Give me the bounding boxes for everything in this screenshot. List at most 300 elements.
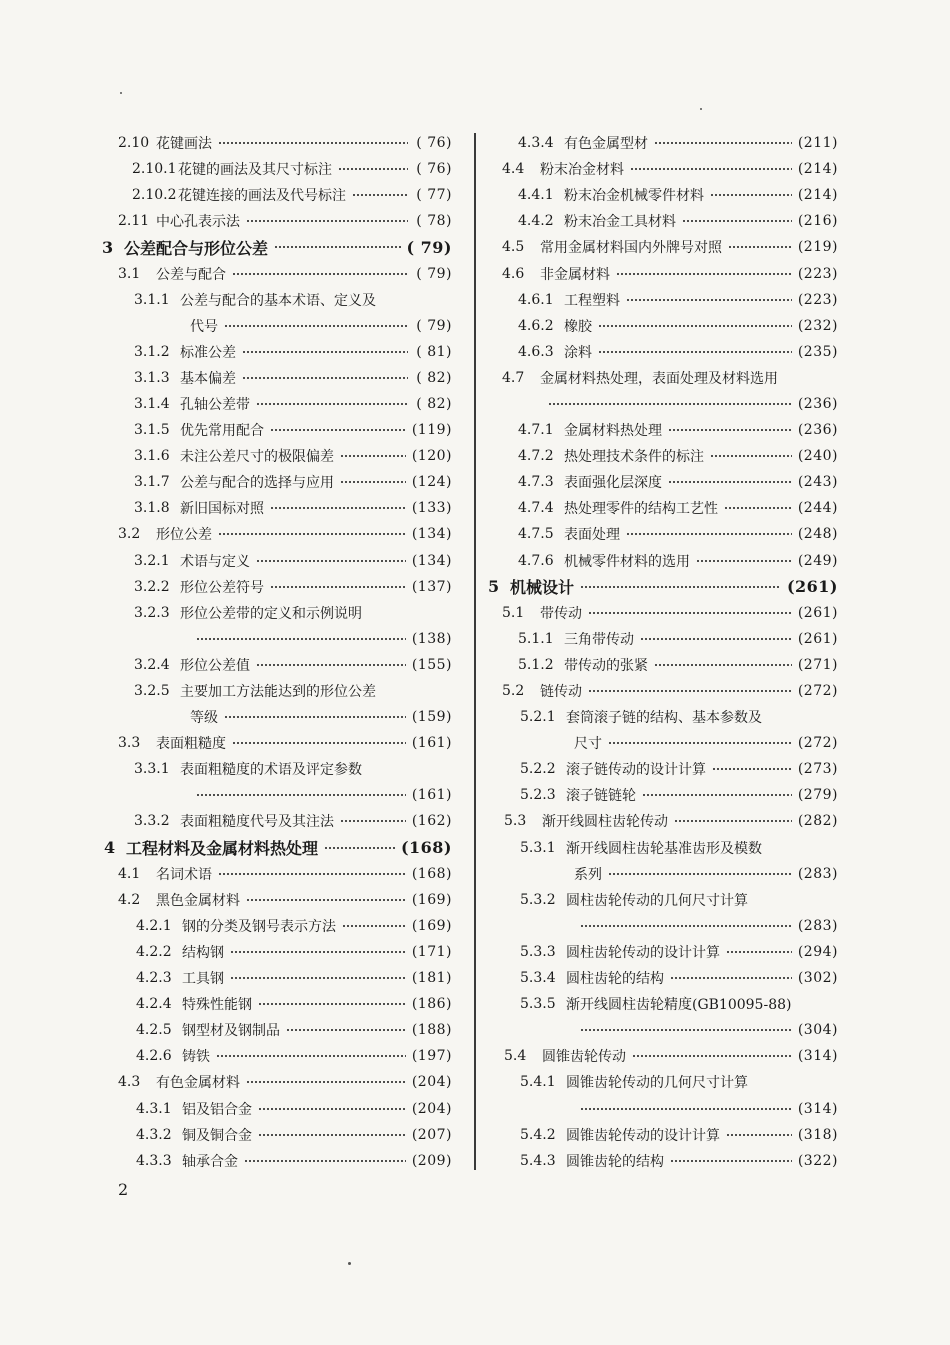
toc-entry[interactable] xyxy=(488,495,838,521)
toc-entry[interactable] xyxy=(488,887,838,913)
toc-entry[interactable] xyxy=(488,626,838,652)
toc-entry-page: (248) xyxy=(797,526,838,543)
toc-entry-page: (186) xyxy=(411,996,452,1013)
toc-entry-title: 黑色金属材料 xyxy=(156,892,240,909)
toc-entry-number: 3.1 xyxy=(118,265,141,282)
toc-entry[interactable] xyxy=(488,652,838,678)
toc-entry-number: 4.2.3 xyxy=(136,970,172,987)
toc-entry[interactable] xyxy=(100,730,452,756)
toc-entry[interactable] xyxy=(100,365,452,391)
dot-leader xyxy=(258,1003,406,1005)
toc-entry-page: ( 76) xyxy=(416,135,452,152)
toc-entry-page: (197) xyxy=(411,1048,452,1065)
toc-entry-title: 轴承合金 xyxy=(182,1153,238,1170)
toc-entry-page: ( 79) xyxy=(416,317,452,334)
toc-entry[interactable] xyxy=(100,1095,452,1121)
toc-entry[interactable] xyxy=(488,1043,838,1069)
toc-entry-number: 5.3.4 xyxy=(520,970,556,987)
toc-entry-title: 有色金属型材 xyxy=(564,136,648,153)
toc-entry[interactable] xyxy=(100,808,452,834)
toc-entry[interactable] xyxy=(100,1017,452,1043)
dot-leader xyxy=(338,168,408,170)
toc-entry-title: 圆锥齿轮传动的设计计算 xyxy=(566,1127,720,1144)
toc-entry-title: 形位公差值 xyxy=(180,657,250,674)
toc-entry-page: ( 76) xyxy=(416,161,452,178)
toc-entry[interactable] xyxy=(100,391,452,417)
dot-leader xyxy=(654,142,792,144)
toc-entry-title: 新旧国标对照 xyxy=(180,501,264,518)
toc-chapter-entry[interactable] xyxy=(100,835,452,861)
dot-leader xyxy=(580,925,792,927)
toc-chapter-entry[interactable] xyxy=(100,234,452,260)
dot-leader xyxy=(270,429,406,431)
toc-entry-title: 钢型材及钢制品 xyxy=(182,1023,280,1040)
dot-leader xyxy=(630,168,792,170)
dot-leader xyxy=(246,220,408,222)
dot-leader xyxy=(224,716,406,718)
dot-leader xyxy=(196,794,406,796)
toc-entry-title: 形位公差符号 xyxy=(180,579,264,596)
toc-entry[interactable] xyxy=(488,835,838,861)
toc-entry-number: 3.1.4 xyxy=(134,395,170,412)
dot-leader xyxy=(256,560,406,562)
toc-entry[interactable] xyxy=(100,287,452,313)
toc-entry-page: (155) xyxy=(411,656,452,673)
toc-entry-title: 金属材料热处理 xyxy=(564,423,662,440)
toc-entry[interactable] xyxy=(488,1122,838,1148)
toc-entry[interactable] xyxy=(488,965,838,991)
toc-entry[interactable] xyxy=(100,887,452,913)
toc-entry-page: (120) xyxy=(411,448,452,465)
toc-entry-title: 工程塑料 xyxy=(564,292,620,309)
toc-entry-title: 未注公差尺寸的极限偏差 xyxy=(180,449,334,466)
toc-entry-title: 带传动 xyxy=(540,605,582,622)
toc-entry-title: 代号 xyxy=(190,318,218,335)
toc-entry-page: (171) xyxy=(411,943,452,960)
toc-entry-title: 系列 xyxy=(574,866,602,883)
toc-entry[interactable] xyxy=(488,287,838,313)
toc-entry-title: 特殊性能钢 xyxy=(182,997,252,1014)
toc-entry[interactable] xyxy=(100,313,452,339)
toc-entry-title: 优先常用配合 xyxy=(180,423,264,440)
toc-entry-page: (302) xyxy=(797,970,838,987)
toc-entry-page: (314) xyxy=(797,1100,838,1117)
toc-entry-page: (236) xyxy=(797,422,838,439)
toc-entry[interactable] xyxy=(100,548,452,574)
toc-entry-title: 公差配合与形位公差 xyxy=(124,238,269,258)
page-number: 2 xyxy=(118,1180,129,1199)
toc-entry-number: 5.4.3 xyxy=(520,1152,556,1169)
toc-entry-title: 滚子链传动的设计计算 xyxy=(566,762,706,779)
dot-leader xyxy=(352,194,408,196)
toc-entry-page: (273) xyxy=(797,761,838,778)
toc-entry[interactable] xyxy=(488,704,838,730)
toc-entry[interactable] xyxy=(100,704,452,730)
toc-entry-page: (235) xyxy=(797,343,838,360)
toc-entry-title: 圆锥齿轮传动的几何尺寸计算 xyxy=(566,1075,748,1092)
toc-entry-page: ( 78) xyxy=(416,213,452,230)
toc-entry-title: 钢的分类及钢号表示方法 xyxy=(182,918,336,935)
toc-entry[interactable] xyxy=(100,130,452,156)
dot-leader xyxy=(626,299,792,301)
toc-entry-title: 表面粗糙度 xyxy=(156,736,226,753)
toc-entry-number: 4.2.4 xyxy=(136,996,172,1013)
toc-entry-page: (161) xyxy=(411,735,452,752)
toc-entry-title: 渐开线圆柱齿轮精度(GB10095-88) xyxy=(566,997,792,1014)
toc-entry[interactable] xyxy=(488,808,838,834)
dot-leader xyxy=(674,820,792,822)
dot-leader xyxy=(668,481,792,483)
toc-entry-page: (294) xyxy=(797,943,838,960)
toc-entry[interactable] xyxy=(488,991,838,1017)
toc-entry-title: 链传动 xyxy=(540,684,582,701)
toc-entry-number: 5.2.3 xyxy=(520,787,556,804)
dot-leader xyxy=(256,403,408,405)
toc-entry[interactable] xyxy=(488,913,838,939)
dot-leader xyxy=(340,455,406,457)
toc-entry[interactable] xyxy=(488,861,838,887)
toc-entry[interactable] xyxy=(488,156,838,182)
toc-entry-page: (279) xyxy=(797,787,838,804)
toc-entry[interactable] xyxy=(100,939,452,965)
toc-entry-page: (223) xyxy=(797,265,838,282)
toc-entry-page: (161) xyxy=(411,787,452,804)
toc-entry-number: 4.7.3 xyxy=(518,474,554,491)
dot-leader xyxy=(696,560,792,562)
toc-entry[interactable] xyxy=(488,600,838,626)
dot-leader xyxy=(270,586,406,588)
toc-entry-number: 3.2.5 xyxy=(134,683,170,700)
toc-entry-title: 形位公差带的定义和示例说明 xyxy=(180,605,362,622)
toc-entry-page: (314) xyxy=(797,1048,838,1065)
toc-entry-title: 基本偏差 xyxy=(180,370,236,387)
toc-right-column xyxy=(488,130,838,1174)
toc-entry-page: ( 82) xyxy=(416,395,452,412)
toc-entry-title: 滚子链链轮 xyxy=(566,788,636,805)
toc-entry[interactable] xyxy=(100,417,452,443)
dot-leader xyxy=(242,377,408,379)
toc-entry[interactable] xyxy=(488,678,838,704)
dot-leader xyxy=(246,899,406,901)
toc-entry-title: 术语与定义 xyxy=(180,553,250,570)
toc-entry[interactable] xyxy=(488,782,838,808)
toc-entry-title: 铸铁 xyxy=(182,1049,210,1066)
toc-entry-title: 带传动的张紧 xyxy=(564,657,648,674)
toc-entry-number: 4.7.2 xyxy=(518,448,554,465)
dot-leader xyxy=(270,507,406,509)
toc-entry-title: 工具钢 xyxy=(182,971,224,988)
toc-entry[interactable] xyxy=(488,939,838,965)
toc-entry-title: 铝及铝合金 xyxy=(182,1101,252,1118)
toc-entry-number: 4.7 xyxy=(502,369,525,386)
toc-entry-number: 3.2.1 xyxy=(134,552,170,569)
toc-entry-page: (169) xyxy=(411,917,452,934)
toc-entry[interactable] xyxy=(100,756,452,782)
dot-leader xyxy=(598,351,792,353)
toc-entry-number: 3.3.2 xyxy=(134,813,170,830)
toc-entry-number: 5.3.1 xyxy=(520,839,556,856)
toc-entry-number: 4 xyxy=(104,838,116,858)
toc-entry-number: 5.3.3 xyxy=(520,943,556,960)
toc-entry-page: (169) xyxy=(411,891,452,908)
toc-entry-number: 3.3.1 xyxy=(134,761,170,778)
toc-entry[interactable] xyxy=(100,574,452,600)
toc-entry-page: (168) xyxy=(411,865,452,882)
toc-entry-number: 3.1.6 xyxy=(134,448,170,465)
toc-entry[interactable] xyxy=(488,313,838,339)
toc-entry[interactable] xyxy=(488,208,838,234)
toc-entry-title: 等级 xyxy=(190,710,218,727)
toc-entry-title: 表面强化层深度 xyxy=(564,475,662,492)
toc-entry[interactable] xyxy=(488,182,838,208)
toc-entry-number: 4.4.1 xyxy=(518,187,554,204)
toc-entry-number: 3.1.5 xyxy=(134,422,170,439)
toc-entry[interactable] xyxy=(100,965,452,991)
toc-entry[interactable] xyxy=(488,1095,838,1121)
toc-entry-number: 4.3.2 xyxy=(136,1126,172,1143)
toc-entry-page: (124) xyxy=(411,474,452,491)
dot-leader xyxy=(274,246,401,248)
dot-leader xyxy=(588,690,792,692)
dot-leader xyxy=(324,847,395,849)
column-divider xyxy=(474,133,476,1170)
toc-entry[interactable] xyxy=(488,130,838,156)
toc-entry[interactable] xyxy=(488,339,838,365)
toc-entry[interactable] xyxy=(488,730,838,756)
toc-entry-page: (137) xyxy=(411,578,452,595)
toc-entry-page: (283) xyxy=(797,917,838,934)
dot-leader xyxy=(588,612,792,614)
toc-entry-title: 圆柱齿轮传动的几何尺寸计算 xyxy=(566,892,748,909)
scan-speck xyxy=(700,108,702,110)
toc-entry-page: (204) xyxy=(411,1100,452,1117)
toc-entry[interactable] xyxy=(100,339,452,365)
toc-entry-title: 粉末冶金材料 xyxy=(540,162,624,179)
dot-leader xyxy=(632,1055,792,1057)
dot-leader xyxy=(340,481,406,483)
dot-leader xyxy=(218,142,408,144)
dot-leader xyxy=(218,533,406,535)
toc-entry-number: 4.2.2 xyxy=(136,943,172,960)
dot-leader xyxy=(580,1029,792,1031)
toc-entry-number: 5.4 xyxy=(504,1048,527,1065)
toc-entry[interactable] xyxy=(100,1043,452,1069)
toc-entry-number: 2.10.2 xyxy=(132,187,177,204)
toc-entry[interactable] xyxy=(100,626,452,652)
toc-entry[interactable] xyxy=(100,652,452,678)
toc-entry-number: 2.10.1 xyxy=(132,161,177,178)
toc-entry-number: 4.2.5 xyxy=(136,1022,172,1039)
toc-entry-title: 涂料 xyxy=(564,344,592,361)
toc-entry-page: (261) xyxy=(797,630,838,647)
toc-entry[interactable] xyxy=(488,756,838,782)
toc-entry-number: 5.2.2 xyxy=(520,761,556,778)
dot-leader xyxy=(726,1134,792,1136)
dot-leader xyxy=(598,325,792,327)
toc-entry-number: 5 xyxy=(488,577,500,597)
toc-entry-title: 公差与配合 xyxy=(156,266,226,283)
toc-entry[interactable] xyxy=(488,1017,838,1043)
toc-entry-page: (209) xyxy=(411,1152,452,1169)
dot-leader xyxy=(654,664,792,666)
toc-entry-number: 3.2.4 xyxy=(134,656,170,673)
toc-entry-title: 公差与配合的选择与应用 xyxy=(180,475,334,492)
dot-leader xyxy=(230,977,406,979)
scan-speck xyxy=(348,1262,351,1265)
toc-entry-page: (133) xyxy=(411,500,452,517)
toc-entry-title: 表面粗糙度的术语及评定参数 xyxy=(180,762,362,779)
toc-entry-title: 热处理零件的结构工艺性 xyxy=(564,501,718,518)
toc-entry-page: (272) xyxy=(797,735,838,752)
toc-entry-title: 渐开线圆柱齿轮基准齿形及模数 xyxy=(566,840,762,857)
toc-entry-number: 4.7.5 xyxy=(518,526,554,543)
dot-leader xyxy=(682,220,792,222)
dot-leader xyxy=(670,977,792,979)
toc-entry-number: 4.1 xyxy=(118,865,141,882)
toc-entry[interactable] xyxy=(488,521,838,547)
toc-entry[interactable] xyxy=(100,182,452,208)
toc-entry-number: 5.1 xyxy=(502,604,525,621)
toc-entry-page: (244) xyxy=(797,500,838,517)
toc-entry-page: (204) xyxy=(411,1074,452,1091)
dot-leader xyxy=(580,1108,792,1110)
toc-entry[interactable] xyxy=(488,469,838,495)
dot-leader xyxy=(224,325,408,327)
toc-entry-number: 3.1.1 xyxy=(134,291,170,308)
toc-entry[interactable] xyxy=(488,391,838,417)
toc-entry-title: 橡胶 xyxy=(564,318,592,335)
toc-entry-title: 铜及铜合金 xyxy=(182,1127,252,1144)
toc-entry-title: 套筒滚子链的结构、基本参数及 xyxy=(566,710,762,727)
toc-entry[interactable] xyxy=(100,678,452,704)
toc-entry-title: 表面粗糙度代号及其注法 xyxy=(180,814,334,831)
toc-entry-title: 常用金属材料国内外牌号对照 xyxy=(540,240,722,257)
toc-entry-page: (249) xyxy=(797,552,838,569)
toc-entry-title: 圆锥齿轮传动 xyxy=(542,1049,626,1066)
toc-entry-title: 主要加工方法能达到的形位公差 xyxy=(180,684,376,701)
toc-entry-number: 3.1.3 xyxy=(134,369,170,386)
toc-entry-number: 5.3.5 xyxy=(520,996,556,1013)
toc-entry-title: 公差与配合的基本术语、定义及 xyxy=(180,292,376,309)
dot-leader xyxy=(216,1055,406,1057)
toc-entry[interactable] xyxy=(100,782,452,808)
toc-entry-page: (162) xyxy=(411,813,452,830)
toc-entry-number: 4.3.1 xyxy=(136,1100,172,1117)
toc-entry-page: (232) xyxy=(797,317,838,334)
toc-entry[interactable] xyxy=(488,1069,838,1095)
dot-leader xyxy=(712,768,792,770)
toc-entry[interactable] xyxy=(100,443,452,469)
toc-entry-page: (236) xyxy=(797,395,838,412)
toc-entry-page: (223) xyxy=(797,291,838,308)
dot-leader xyxy=(342,925,406,927)
dot-leader xyxy=(626,533,792,535)
toc-entry-title: 圆锥齿轮的结构 xyxy=(566,1153,664,1170)
toc-entry-number: 4.2.6 xyxy=(136,1048,172,1065)
dot-leader xyxy=(710,455,792,457)
toc-entry-title: 标准公差 xyxy=(180,344,236,361)
toc-entry[interactable] xyxy=(488,365,838,391)
toc-entry-number: 4.7.6 xyxy=(518,552,554,569)
toc-entry[interactable] xyxy=(100,1122,452,1148)
dot-leader xyxy=(340,820,406,822)
toc-entry[interactable] xyxy=(100,600,452,626)
toc-entry[interactable] xyxy=(488,417,838,443)
toc-entry-number: 4.6.1 xyxy=(518,291,554,308)
toc-entry[interactable] xyxy=(488,234,838,260)
toc-entry[interactable] xyxy=(100,156,452,182)
toc-entry-number: 4.3.3 xyxy=(136,1152,172,1169)
toc-entry-page: (272) xyxy=(797,683,838,700)
dot-leader xyxy=(642,794,792,796)
dot-leader xyxy=(608,873,792,875)
toc-entry-number: 3 xyxy=(102,237,114,257)
toc-entry-page: (214) xyxy=(797,187,838,204)
dot-leader xyxy=(244,1160,406,1162)
dot-leader xyxy=(668,429,792,431)
toc-entry[interactable] xyxy=(488,443,838,469)
dot-leader xyxy=(218,873,406,875)
toc-entry-number: 3.2.3 xyxy=(134,604,170,621)
dot-leader xyxy=(728,246,792,248)
toc-entry-number: 5.3 xyxy=(504,813,527,830)
toc-entry[interactable] xyxy=(100,1148,452,1174)
toc-entry-page: (216) xyxy=(797,213,838,230)
dot-leader xyxy=(258,1108,406,1110)
toc-entry-page: (134) xyxy=(411,552,452,569)
toc-entry-number: 4.3 xyxy=(118,1074,141,1091)
toc-entry-page: (134) xyxy=(411,526,452,543)
toc-entry-page: (271) xyxy=(797,656,838,673)
toc-entry[interactable] xyxy=(488,260,838,286)
dot-leader xyxy=(616,273,792,275)
toc-entry[interactable] xyxy=(100,913,452,939)
toc-entry-number: 4.3.4 xyxy=(518,135,554,152)
toc-entry-page: ( 77) xyxy=(416,187,452,204)
toc-entry-page: (243) xyxy=(797,474,838,491)
toc-entry[interactable] xyxy=(100,1069,452,1095)
toc-entry[interactable] xyxy=(100,260,452,286)
toc-entry-page: (159) xyxy=(411,709,452,726)
toc-entry-title: 圆柱齿轮的结构 xyxy=(566,971,664,988)
toc-entry[interactable] xyxy=(488,1148,838,1174)
toc-entry[interactable] xyxy=(100,521,452,547)
toc-entry-title: 有色金属材料 xyxy=(156,1075,240,1092)
toc-entry[interactable] xyxy=(100,861,452,887)
toc-entry[interactable] xyxy=(100,469,452,495)
toc-entry-number: 3.1.8 xyxy=(134,500,170,517)
dot-leader xyxy=(232,742,406,744)
toc-entry-page: (318) xyxy=(797,1126,838,1143)
toc-entry-title: 圆柱齿轮传动的设计计算 xyxy=(566,944,720,961)
toc-entry[interactable] xyxy=(100,495,452,521)
toc-entry-title: 中心孔表示法 xyxy=(156,214,240,231)
toc-entry-page: (214) xyxy=(797,161,838,178)
toc-entry-number: 5.2 xyxy=(502,683,525,700)
toc-entry-title: 形位公差 xyxy=(156,527,212,544)
toc-entry[interactable] xyxy=(100,991,452,1017)
toc-entry-page: (282) xyxy=(797,813,838,830)
toc-entry-page: ( 79) xyxy=(416,265,452,282)
toc-entry-page: (181) xyxy=(411,970,452,987)
toc-entry-number: 2.10 xyxy=(118,135,150,152)
toc-entry[interactable] xyxy=(100,208,452,234)
toc-entry-number: 3.1.7 xyxy=(134,474,170,491)
toc-chapter-entry[interactable] xyxy=(488,574,838,600)
toc-entry-number: 3.3 xyxy=(118,735,141,752)
toc-entry-title: 三角带传动 xyxy=(564,631,634,648)
toc-entry[interactable] xyxy=(488,548,838,574)
